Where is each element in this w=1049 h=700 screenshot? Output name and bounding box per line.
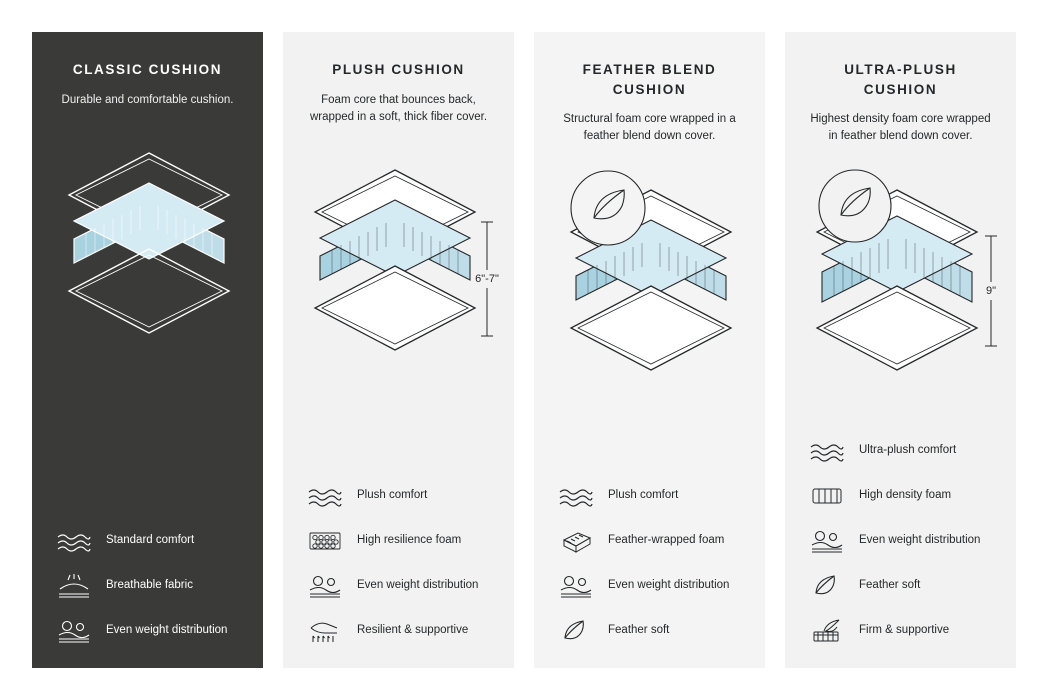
even-weight-icon <box>556 571 596 601</box>
feature-label: Even weight distribution <box>106 624 228 637</box>
waves-icon <box>54 526 94 556</box>
cushion-diagram-feather-blend <box>556 160 743 380</box>
feature-item <box>54 571 245 601</box>
waves-icon <box>556 481 596 511</box>
feature-item <box>54 616 245 646</box>
feature-item <box>305 481 496 511</box>
support-hand-icon <box>305 616 345 646</box>
feature-label: Ultra-plush comfort <box>859 444 957 457</box>
feature-item <box>556 526 747 556</box>
feature-item <box>807 436 998 466</box>
panel-description: Durable and comfortable cushion. <box>61 93 234 106</box>
panel-classic-cushion <box>32 32 263 668</box>
even-weight-icon <box>54 616 94 646</box>
feature-item <box>556 571 747 601</box>
panel-title: FEATHER BLEND CUSHION <box>582 62 717 97</box>
feature-label: Even weight distribution <box>608 579 730 592</box>
feature-label: Plush comfort <box>357 489 428 502</box>
feature-list-ultra-plush <box>807 436 998 646</box>
panel-ultra-plush-cushion <box>785 32 1016 668</box>
panel-feather-blend-cushion <box>534 32 765 668</box>
feature-label: Feather soft <box>608 624 670 637</box>
feature-item <box>54 526 245 556</box>
feature-label: Feather soft <box>859 579 921 592</box>
waves-icon <box>807 436 847 466</box>
feature-label: Resilient & supportive <box>357 624 469 637</box>
high-density-foam-icon <box>807 481 847 511</box>
panel-description: Highest density foam core wrapped in feather blend down cover. <box>810 113 991 143</box>
feature-label: Plush comfort <box>608 489 679 502</box>
even-weight-icon <box>305 571 345 601</box>
feature-item <box>305 616 496 646</box>
feather-wrapped-foam-icon <box>556 526 596 556</box>
firm-support-icon <box>807 616 847 646</box>
exploded-cushion-illustration <box>305 140 505 360</box>
leaf-icon <box>556 616 596 646</box>
exploded-cushion-illustration <box>54 123 244 343</box>
feature-item <box>807 481 998 511</box>
feature-item <box>807 526 998 556</box>
even-weight-icon <box>807 526 847 556</box>
feature-list-feather-blend <box>556 481 747 646</box>
feature-item <box>807 571 998 601</box>
feature-item <box>807 616 998 646</box>
feature-label: Even weight distribution <box>859 534 981 547</box>
feature-list-classic <box>54 526 245 646</box>
honeycomb-foam-icon <box>305 526 345 556</box>
feature-label: Even weight distribution <box>357 579 479 592</box>
feature-label: Firm & supportive <box>859 624 950 637</box>
feature-item <box>556 616 747 646</box>
cushion-diagram-classic <box>54 123 241 343</box>
dimension-label: 9" <box>985 284 997 297</box>
waves-icon <box>305 481 345 511</box>
cushion-diagram-ultra-plush <box>807 160 997 380</box>
leaf-icon <box>807 571 847 601</box>
feature-item <box>305 526 496 556</box>
feature-list-plush <box>305 481 496 646</box>
panel-description: Structural foam core wrapped in a feather blend down cover. <box>563 113 736 143</box>
breathable-fabric-icon <box>54 571 94 601</box>
panel-title: ULTRA-PLUSH CUSHION <box>844 62 957 97</box>
feature-label: High resilience foam <box>357 534 462 547</box>
panel-title: PLUSH CUSHION <box>332 62 465 77</box>
cushion-diagram-plush <box>305 140 499 360</box>
feature-label: High density foam <box>859 489 952 502</box>
feature-item <box>305 571 496 601</box>
exploded-cushion-illustration <box>807 160 1007 380</box>
panel-description: Foam core that bounces back, wrapped in a soft, thick fiber cover. <box>309 93 488 123</box>
feature-label: Standard comfort <box>106 534 195 547</box>
panel-plush-cushion <box>283 32 514 668</box>
feature-item <box>556 481 747 511</box>
feature-label: Breathable fabric <box>106 579 193 592</box>
dimension-label: 6"-7" <box>475 273 499 286</box>
feature-label: Feather-wrapped foam <box>608 534 725 547</box>
leaf-badge-circle <box>571 171 645 245</box>
leaf-badge-circle <box>819 170 891 242</box>
panel-title: CLASSIC CUSHION <box>72 62 223 77</box>
exploded-cushion-illustration <box>556 160 756 380</box>
